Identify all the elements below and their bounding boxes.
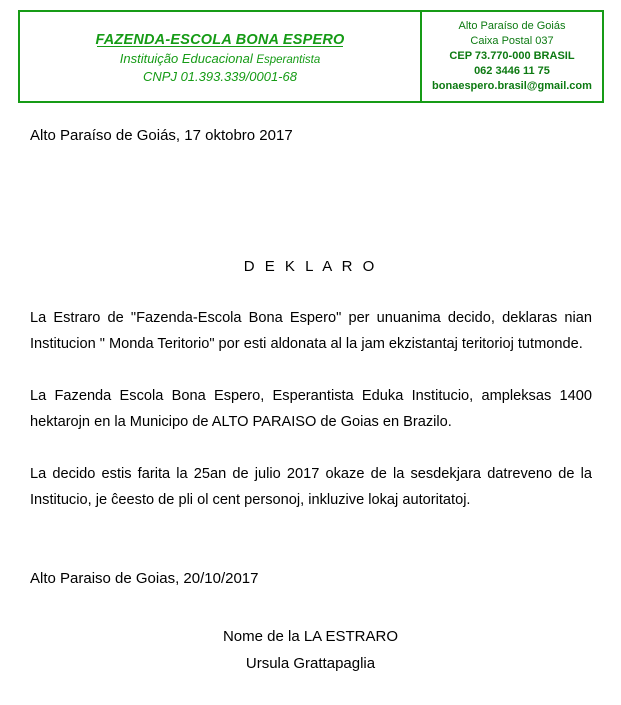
closing-date: Alto Paraiso de Goias, 20/10/2017 (30, 570, 259, 587)
document-body (30, 305, 592, 513)
signature-role: Nome de la LA ESTRARO (222, 628, 399, 645)
dateline: Alto Paraíso de Goiás, 17 oktobro 2017 (30, 127, 293, 144)
address-line-city: Alto Paraíso de Goiás (458, 20, 566, 32)
letterhead-address (422, 12, 602, 101)
address-line-email: bonaespero.brasil@gmail.com (432, 80, 592, 92)
organization-cnpj: CNPJ 01.393.339/0001-68 (143, 68, 297, 84)
letterhead-organization (20, 12, 420, 101)
page-title: D E K L A R O (243, 258, 378, 275)
paragraph-spacer-2 (30, 435, 592, 461)
organization-subtitle (120, 51, 321, 66)
paragraph-3: La decido estis farita la 25an de julio 2017 okaze de la sesdekjara datreveno de la Institucio, je ĉeesto de pli ol cent personoj, inkluzive lokaj autoritatoj. (30, 466, 592, 508)
paragraph-spacer-1 (30, 357, 592, 383)
organization-name: FAZENDA-ESCOLA BONA ESPERO (95, 31, 345, 48)
address-line-phone: 062 3446 11 75 (474, 65, 550, 77)
address-line-postbox: Caixa Postal 037 (470, 35, 554, 47)
organization-subtitle-small: Esperantista (256, 53, 321, 66)
paragraph-2: La Fazenda Escola Bona Espero, Esperantista Eduka Institucio, ampleksas 1400 hektarojn en la Municipo de ALTO PARAISO de Goias en Brazilo. (30, 388, 592, 430)
paragraph-1: La Estraro de "Fazenda-Escola Bona Espero" per unuanima decido, deklaras nian Institucion " Monda Teritorio" por esti aldonata al la jam ekzistantaj teritorioj tutmonde. (30, 310, 592, 352)
signature-name: Ursula Grattapaglia (245, 655, 376, 672)
letterhead (18, 10, 604, 103)
organization-subtitle-main: Instituição Educacional (119, 50, 257, 66)
address-line-zip: CEP 73.770-000 BRASIL (449, 50, 575, 62)
